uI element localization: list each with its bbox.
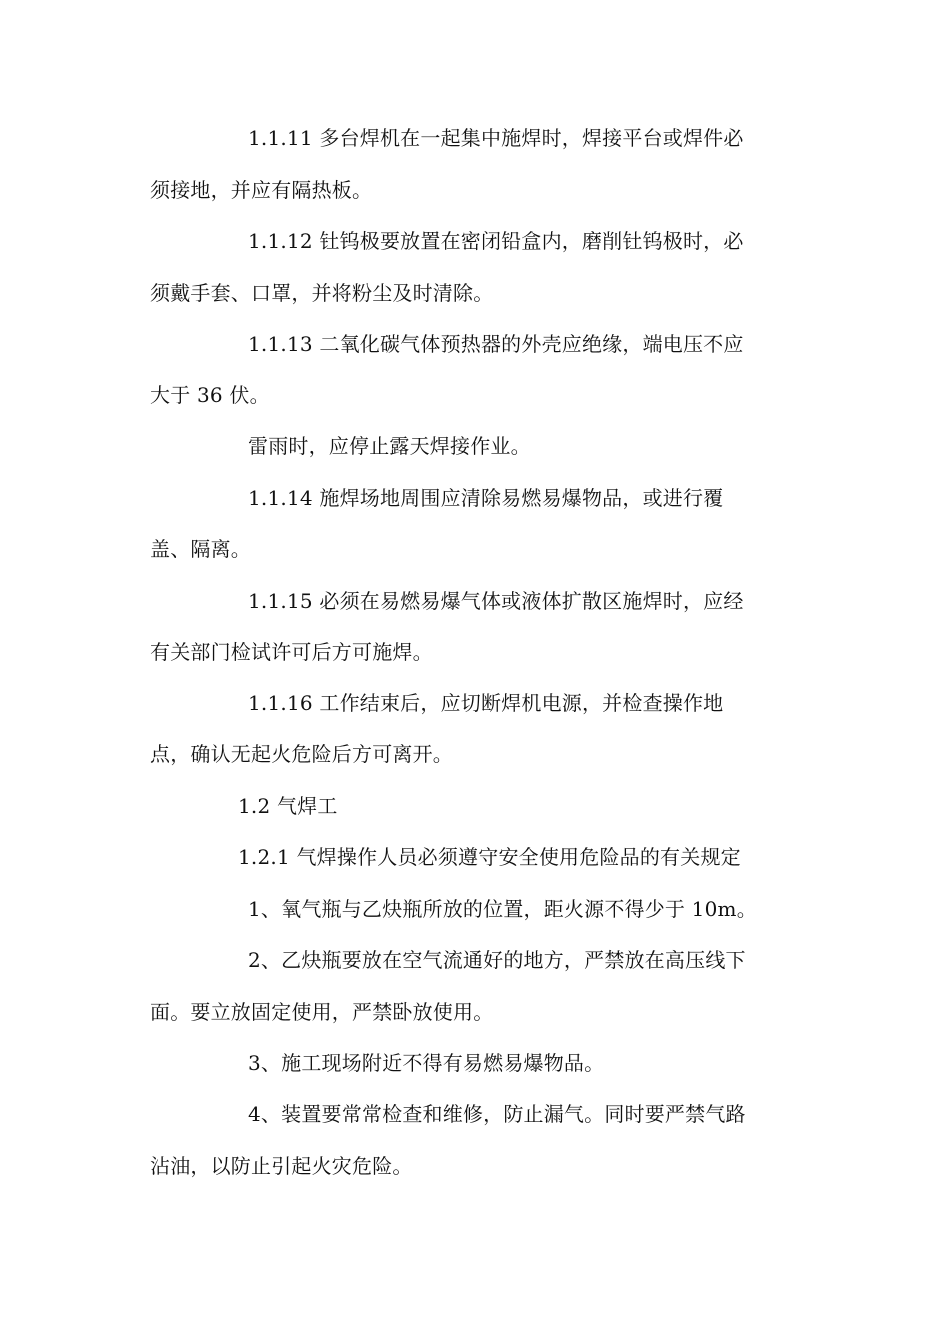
text-line: 1.1.16 工作结束后，应切断焊机电源，并检查操作地 xyxy=(248,691,724,715)
text-line: 1.1.14 施焊场地周围应清除易燃易爆物品，或进行覆 xyxy=(248,486,724,510)
text-line: 点，确认无起火危险后方可离开。 xyxy=(150,742,453,766)
text-line: 盖、隔离。 xyxy=(150,537,251,561)
text-line: 大于 36 伏。 xyxy=(150,383,270,407)
section-heading: 1.2 气焊工 xyxy=(238,794,338,818)
text-line: 1.1.12 钍钨极要放置在密闭铅盒内，磨削钍钨极时，必 xyxy=(248,229,744,253)
list-item: 2、乙炔瓶要放在空气流通好的地方，严禁放在高压线下 xyxy=(248,948,746,972)
list-item-continuation: 沾油，以防止引起火灾危险。 xyxy=(150,1154,413,1178)
text-line: 雷雨时，应停止露天焊接作业。 xyxy=(248,434,531,458)
list-item-continuation: 面。要立放固定使用，严禁卧放使用。 xyxy=(150,1000,494,1024)
list-item: 1、氧气瓶与乙炔瓶所放的位置，距火源不得少于 10m。 xyxy=(248,897,757,921)
text-line: 须戴手套、口罩，并将粉尘及时清除。 xyxy=(150,281,494,305)
text-line: 须接地，并应有隔热板。 xyxy=(150,178,373,202)
text-line: 有关部门检试许可后方可施焊。 xyxy=(150,640,433,664)
text-line: 1.1.15 必须在易燃易爆气体或液体扩散区施焊时，应经 xyxy=(248,589,744,613)
list-item: 3、施工现场附近不得有易燃易爆物品。 xyxy=(248,1051,605,1075)
text-line: 1.1.13 二氧化碳气体预热器的外壳应绝缘，端电压不应 xyxy=(248,332,744,356)
subsection-heading: 1.2.1 气焊操作人员必须遵守安全使用危险品的有关规定 xyxy=(238,845,741,869)
list-item: 4、装置要常常检查和维修，防止漏气。同时要严禁气路 xyxy=(248,1102,746,1126)
text-line: 1.1.11 多台焊机在一起集中施焊时，焊接平台或焊件必 xyxy=(248,126,744,150)
